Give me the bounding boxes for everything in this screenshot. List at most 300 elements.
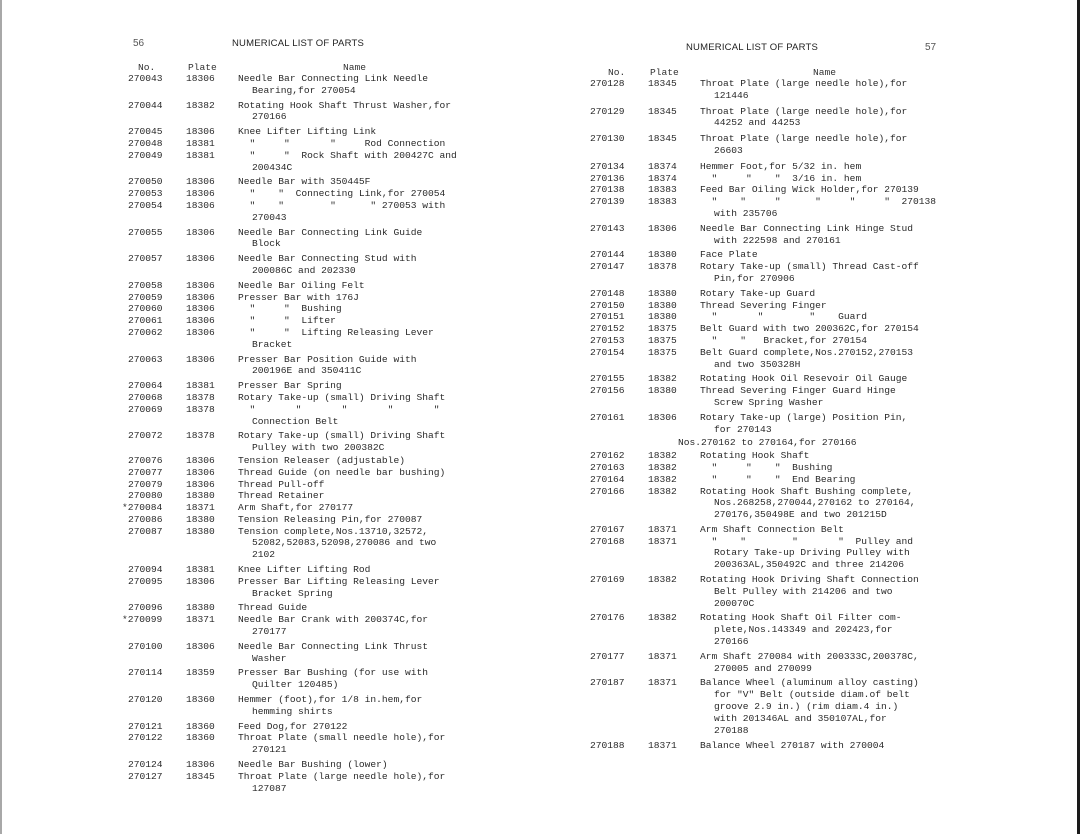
plate-number: 18382 (648, 574, 677, 586)
part-name-line: Presser Bar with 176J (238, 291, 359, 303)
part-number: 270168 (590, 535, 625, 547)
part-name (238, 303, 488, 315)
part-number: 270162 (590, 450, 625, 462)
part-name (700, 486, 970, 521)
plate-number: 18306 (186, 199, 215, 211)
part-number: 270143 (590, 222, 625, 234)
plate-number: 18306 (186, 188, 215, 200)
part-number: 270161 (590, 411, 625, 423)
part-name-continuation: Washer (252, 652, 287, 664)
plate-number: 18306 (186, 176, 215, 188)
part-number: 270151 (590, 311, 625, 323)
part-name (700, 249, 970, 261)
plate-number: 18380 (186, 513, 215, 525)
part-name-continuation: Bracket (252, 338, 293, 350)
part-name-continuation: 270166 (714, 636, 749, 648)
part-name-line: " " " " " " 270138 (700, 196, 937, 208)
page-title: NUMERICAL LIST OF PARTS (686, 42, 818, 53)
part-name-line: " " Connecting Link,for 270054 (238, 188, 446, 200)
plate-number: 18378 (186, 430, 215, 442)
part-name-line: Knee Lifter Lifting Link (238, 126, 377, 138)
parts-list-row (590, 347, 970, 371)
part-number: 270048 (128, 137, 163, 149)
part-name-line: " " Bracket,for 270154 (700, 334, 867, 346)
part-name-continuation: Pin,for 270906 (714, 272, 795, 284)
parts-list-row (128, 354, 488, 378)
part-name-line: Presser Bar Lifting Releasing Lever (238, 575, 440, 587)
part-number: 270076 (128, 454, 163, 466)
part-name-line: Rotating Hook Driving Shaft Connection (700, 574, 919, 586)
plate-number: 18306 (186, 73, 215, 84)
plate-number: 18382 (648, 612, 677, 624)
parts-list-row (128, 576, 488, 600)
parts-list-row (590, 184, 970, 196)
plate-number: 18382 (648, 450, 677, 462)
parts-list-row (590, 223, 970, 247)
part-name-line: Throat Plate (large needle hole),for (238, 770, 446, 782)
column-header-no: No. (608, 67, 626, 78)
parts-list-row (590, 133, 970, 157)
part-number: 270152 (590, 323, 625, 335)
part-name-continuation: 200070C (714, 597, 755, 609)
part-name (238, 100, 488, 124)
parts-list-row (590, 300, 970, 312)
column-header-no: No. (138, 62, 156, 73)
part-name-line: Balance Wheel (aluminum alloy casting) (700, 677, 919, 689)
plate-number: 18306 (186, 291, 215, 303)
plate-number: 18382 (186, 99, 215, 111)
parts-list-row (590, 373, 970, 385)
part-name-line: Rotating Hook Shaft Bushing complete, (700, 485, 914, 497)
plate-number: 18306 (186, 315, 215, 327)
plate-number: 18378 (648, 261, 677, 273)
part-number: 270139 (590, 196, 625, 208)
part-name (700, 462, 970, 474)
part-name (700, 536, 970, 571)
part-name-continuation: for 270143 (714, 423, 772, 435)
parts-list-row (128, 227, 488, 251)
part-name (700, 574, 970, 609)
part-name (700, 347, 970, 371)
part-name-continuation: 52082,52083,52098,270086 and two (252, 537, 437, 549)
parts-list-row (128, 188, 488, 200)
part-name (238, 564, 488, 576)
parts-list-row (590, 323, 970, 335)
part-name (700, 288, 970, 300)
part-name-line: Throat Plate (large needle hole),for (700, 133, 908, 145)
part-number: *270084 (122, 502, 163, 514)
part-number: 270121 (128, 720, 163, 732)
part-number: 270156 (590, 385, 625, 397)
part-name (700, 78, 970, 102)
parts-list-row (128, 150, 488, 174)
part-name-line: Presser Bar Spring (238, 380, 342, 392)
parts-list-row (128, 100, 488, 124)
part-name-continuation: Bracket Spring (252, 587, 333, 599)
part-name-line: Balance Wheel 270187 with 270004 (700, 740, 885, 752)
part-name-line: " " Rock Shaft with 200427C and (238, 149, 457, 161)
parts-list-row (590, 677, 970, 736)
part-number: 270050 (128, 176, 163, 188)
plate-number: 18360 (186, 694, 215, 706)
plate-number: 18382 (648, 473, 677, 485)
part-name (238, 354, 488, 378)
part-name (700, 196, 970, 220)
part-name (700, 450, 970, 462)
part-name (238, 327, 488, 351)
parts-list-row (590, 335, 970, 347)
plate-number: 18375 (648, 346, 677, 358)
plate-number: 18371 (648, 650, 677, 662)
plate-number: 18381 (186, 564, 215, 576)
part-number: 270058 (128, 279, 163, 291)
part-name-line: Throat Plate (large needle hole),for (700, 78, 908, 89)
parts-list-row (128, 694, 488, 718)
part-number: 270069 (128, 403, 163, 415)
parts-list-row (128, 327, 488, 351)
parts-list-row (128, 490, 488, 502)
part-name-continuation: 200196E and 350411C (252, 365, 362, 377)
plate-number: 18374 (648, 172, 677, 184)
part-name-continuation: 200086C and 202330 (252, 264, 356, 276)
part-name-continuation: with 235706 (714, 207, 778, 219)
plate-number: 18380 (648, 385, 677, 397)
part-name (700, 677, 970, 736)
part-number: 270077 (128, 466, 163, 478)
part-name-line: Tension Releaser (adjustable) (238, 454, 405, 466)
part-name-line: " " " " " (238, 403, 440, 415)
plate-number: 18380 (648, 287, 677, 299)
part-name (238, 526, 488, 561)
part-name (700, 161, 970, 173)
plate-number: 18378 (186, 403, 215, 415)
plate-number: 18381 (186, 137, 215, 149)
part-name-continuation: 26603 (714, 144, 743, 156)
plate-number: 18380 (186, 602, 215, 614)
part-number: 270061 (128, 315, 163, 327)
parts-list-row (590, 311, 970, 323)
part-name (700, 133, 970, 157)
plate-number: 18371 (648, 523, 677, 535)
part-name-line: Thread Severing Finger (700, 299, 827, 311)
plate-number: 18383 (648, 196, 677, 208)
parts-list-row (590, 612, 970, 647)
part-number: 270059 (128, 291, 163, 303)
part-name-line: Rotary Take-up Guard (700, 287, 816, 299)
part-name-line: Feed Bar Oiling Wick Holder,for 270139 (700, 184, 919, 196)
plate-number: 18375 (648, 323, 677, 335)
part-name-line: Arm Shaft,for 270177 (238, 502, 354, 514)
parts-list-row (128, 404, 488, 428)
parts-list-row (590, 462, 970, 474)
part-number: 270064 (128, 380, 163, 392)
part-name-line: Face Plate (700, 249, 758, 261)
part-name (700, 474, 970, 486)
plate-number: 18371 (186, 614, 215, 626)
parts-list-row (590, 196, 970, 220)
part-name (238, 514, 488, 526)
part-number: 270128 (590, 78, 625, 89)
parts-list-row (128, 126, 488, 138)
plate-number: 18345 (648, 133, 677, 145)
parts-list-row (128, 392, 488, 404)
plate-number: 18360 (186, 732, 215, 744)
part-name-line: Rotating Hook Shaft Thrust Washer,for (238, 99, 452, 111)
parts-list-row (128, 292, 488, 304)
part-name (700, 385, 970, 409)
plate-number: 18382 (648, 373, 677, 385)
parts-list-row (590, 106, 970, 130)
part-name (700, 106, 970, 130)
part-number: 270167 (590, 523, 625, 535)
plate-number: 18371 (648, 740, 677, 752)
part-name-continuation: Belt Pulley with 214206 and two (714, 585, 893, 597)
parts-list-row (128, 467, 488, 479)
parts-list-row (590, 78, 970, 102)
part-number: 270055 (128, 226, 163, 238)
plate-number: 18306 (186, 759, 215, 771)
plate-number: 18306 (186, 253, 215, 265)
part-name-continuation: 270176,350498E and two 201215D (714, 509, 887, 521)
part-name-line: " " " " Pulley and (700, 535, 914, 547)
part-number: 270124 (128, 759, 163, 771)
part-number: 270169 (590, 574, 625, 586)
part-name-continuation: 200363AL,350492C and three 214206 (714, 559, 904, 571)
part-name-continuation: with 201346AL and 350107AL,for (714, 712, 887, 724)
parts-list-row (590, 574, 970, 609)
part-number: 270100 (128, 640, 163, 652)
plate-number: 18345 (648, 78, 677, 89)
part-name-line: Needle Bar Connecting Link Hinge Stud (700, 222, 914, 234)
part-name (700, 173, 970, 185)
parts-list-row (590, 288, 970, 300)
parts-list-row (128, 253, 488, 277)
parts-list-row (590, 524, 970, 536)
part-number: 270153 (590, 334, 625, 346)
parts-list-row (128, 771, 488, 795)
parts-list-row (128, 514, 488, 526)
part-name (238, 73, 488, 97)
part-number: 270154 (590, 346, 625, 358)
part-name-line: Needle Bar Connecting Link Thrust (238, 640, 428, 652)
part-number: 270060 (128, 303, 163, 315)
part-number: 270155 (590, 373, 625, 385)
part-name-continuation: 270188 (714, 724, 749, 736)
part-name-continuation: and two 350328H (714, 358, 801, 370)
part-name (700, 412, 970, 436)
plate-number: 18306 (186, 279, 215, 291)
scan-edge-left (0, 0, 2, 834)
part-number: 270127 (128, 770, 163, 782)
parts-list-row (128, 641, 488, 665)
subheading: Nos.270162 to 270164,for 270166 (678, 437, 857, 449)
part-name (700, 651, 970, 675)
part-name-continuation: 270005 and 270099 (714, 662, 812, 674)
part-name (700, 323, 970, 335)
part-name (238, 430, 488, 454)
part-name (238, 200, 488, 224)
part-name (238, 721, 488, 733)
parts-list-row (590, 740, 970, 752)
part-name (238, 138, 488, 150)
parts-list-row (590, 412, 970, 436)
part-name (238, 404, 488, 428)
part-name-line: Arm Shaft Connection Belt (700, 523, 844, 535)
part-name (238, 490, 488, 502)
part-name-line: Presser Bar Position Guide with (238, 353, 417, 365)
plate-number: 18378 (186, 391, 215, 403)
right-page (590, 0, 970, 834)
part-number: 270138 (590, 184, 625, 196)
part-name (700, 524, 970, 536)
plate-number: 18306 (648, 222, 677, 234)
parts-list-row (128, 280, 488, 292)
part-name (238, 315, 488, 327)
plate-number: 18371 (648, 677, 677, 689)
part-number: 270087 (128, 525, 163, 537)
plate-number: 18371 (648, 535, 677, 547)
plate-number: 18380 (648, 299, 677, 311)
plate-number: 18383 (648, 184, 677, 196)
plate-number: 18375 (648, 334, 677, 346)
part-number: 270122 (128, 732, 163, 744)
plate-number: 18345 (186, 770, 215, 782)
plate-number: 18306 (186, 454, 215, 466)
part-name-continuation: 44252 and 44253 (714, 117, 801, 129)
part-number: 270044 (128, 99, 163, 111)
part-name (238, 602, 488, 614)
part-number: 270043 (128, 73, 163, 84)
parts-list-row (128, 479, 488, 491)
part-name-line: Needle Bar Crank with 200374C,for (238, 614, 428, 626)
part-number: 270094 (128, 564, 163, 576)
part-number: 270120 (128, 694, 163, 706)
part-number: 270147 (590, 261, 625, 273)
part-number: 270049 (128, 149, 163, 161)
part-name-continuation: Nos.268258,270044,270162 to 270164, (714, 497, 916, 509)
part-number: 270045 (128, 126, 163, 138)
part-name-line: " " " Rod Connection (238, 137, 446, 149)
part-number: 270068 (128, 391, 163, 403)
part-name-continuation: 200434C (252, 161, 293, 173)
plate-number: 18306 (186, 303, 215, 315)
plate-number: 18306 (186, 575, 215, 587)
part-number: 270187 (590, 677, 625, 689)
parts-list-row (128, 380, 488, 392)
plate-number: 18306 (186, 466, 215, 478)
parts-list-row (590, 651, 970, 675)
part-name-line: " " " Bushing (700, 461, 833, 473)
part-name-line: Rotating Hook Shaft (700, 450, 810, 462)
parts-list-row (590, 536, 970, 571)
part-name (238, 641, 488, 665)
part-number: 270148 (590, 287, 625, 299)
parts-list-row (128, 176, 488, 188)
part-name (700, 184, 970, 196)
parts-list-row (590, 249, 970, 261)
plate-number: 18306 (186, 353, 215, 365)
part-name-line: Thread Guide (238, 602, 308, 614)
parts-list-row (590, 173, 970, 185)
plate-number: 18306 (186, 226, 215, 238)
part-name-line: " " Lifting Releasing Lever (238, 326, 434, 338)
part-name-continuation: Rotary Take-up Driving Pulley with (714, 547, 910, 559)
part-number: 270164 (590, 473, 625, 485)
parts-list-row (128, 732, 488, 756)
part-number: 270144 (590, 249, 625, 261)
part-name-line: " " " End Bearing (700, 473, 856, 485)
part-number: 270163 (590, 461, 625, 473)
part-name (700, 261, 970, 285)
plate-number: 18381 (186, 149, 215, 161)
part-name-line: Needle Bar Connecting Link Needle (238, 73, 428, 84)
parts-list-row (128, 138, 488, 150)
part-number: 270136 (590, 172, 625, 184)
parts-list-row (128, 455, 488, 467)
part-number: 270150 (590, 299, 625, 311)
part-name-continuation: 127087 (252, 782, 287, 794)
plate-number: 18382 (648, 461, 677, 473)
page-number: 56 (133, 38, 145, 49)
part-name (700, 612, 970, 647)
column-header-name: Name (343, 62, 367, 73)
parts-list-row (128, 315, 488, 327)
plate-number: 18306 (186, 640, 215, 652)
part-name (238, 759, 488, 771)
part-name-line: Thread Pull-off (238, 478, 325, 490)
part-name-continuation: 270166 (252, 111, 287, 123)
part-name-line: Feed Dog,for 270122 (238, 720, 348, 732)
part-name-line: Rotary Take-up (large) Position Pin, (700, 411, 908, 423)
part-name (238, 502, 488, 514)
column-header-plate: Plate (188, 62, 217, 73)
column-header-name: Name (813, 67, 837, 78)
part-name (700, 311, 970, 323)
parts-list-row (128, 759, 488, 771)
part-number: 270063 (128, 353, 163, 365)
plate-number: 18374 (648, 160, 677, 172)
part-name (238, 455, 488, 467)
part-name (238, 576, 488, 600)
part-name (700, 335, 970, 347)
part-name (238, 771, 488, 795)
page-title: NUMERICAL LIST OF PARTS (232, 38, 364, 49)
part-name-line: Needle Bar Bushing (lower) (238, 759, 388, 771)
part-name-line: Thread Retainer (238, 490, 325, 502)
part-name-line: " " Lifter (238, 315, 336, 327)
part-name-line: Needle Bar Connecting Stud with (238, 253, 417, 265)
parts-list-row (590, 450, 970, 462)
part-name-line: " " " Guard (700, 311, 867, 323)
part-number: 270053 (128, 188, 163, 200)
plate-number: 18381 (186, 380, 215, 392)
part-name-line: " " Bushing (238, 303, 342, 315)
parts-list-row (128, 721, 488, 733)
plate-number: 18306 (186, 326, 215, 338)
part-number: 270080 (128, 490, 163, 502)
part-name-line: " " " 3/16 in. hem (700, 172, 862, 184)
page-number: 57 (925, 42, 937, 53)
part-name-continuation: 270121 (252, 744, 287, 756)
plate-number: 18306 (648, 411, 677, 423)
parts-list-row (590, 261, 970, 285)
part-name-line: Rotating Hook Shaft Oil Filter com- (700, 612, 902, 624)
plate-number: 18380 (648, 249, 677, 261)
part-name-line: Rotary Take-up (small) Driving Shaft (238, 430, 446, 442)
parts-list-row (122, 614, 488, 638)
part-name-line: Thread Guide (on needle bar bushing) (238, 466, 446, 478)
part-number: 270096 (128, 602, 163, 614)
